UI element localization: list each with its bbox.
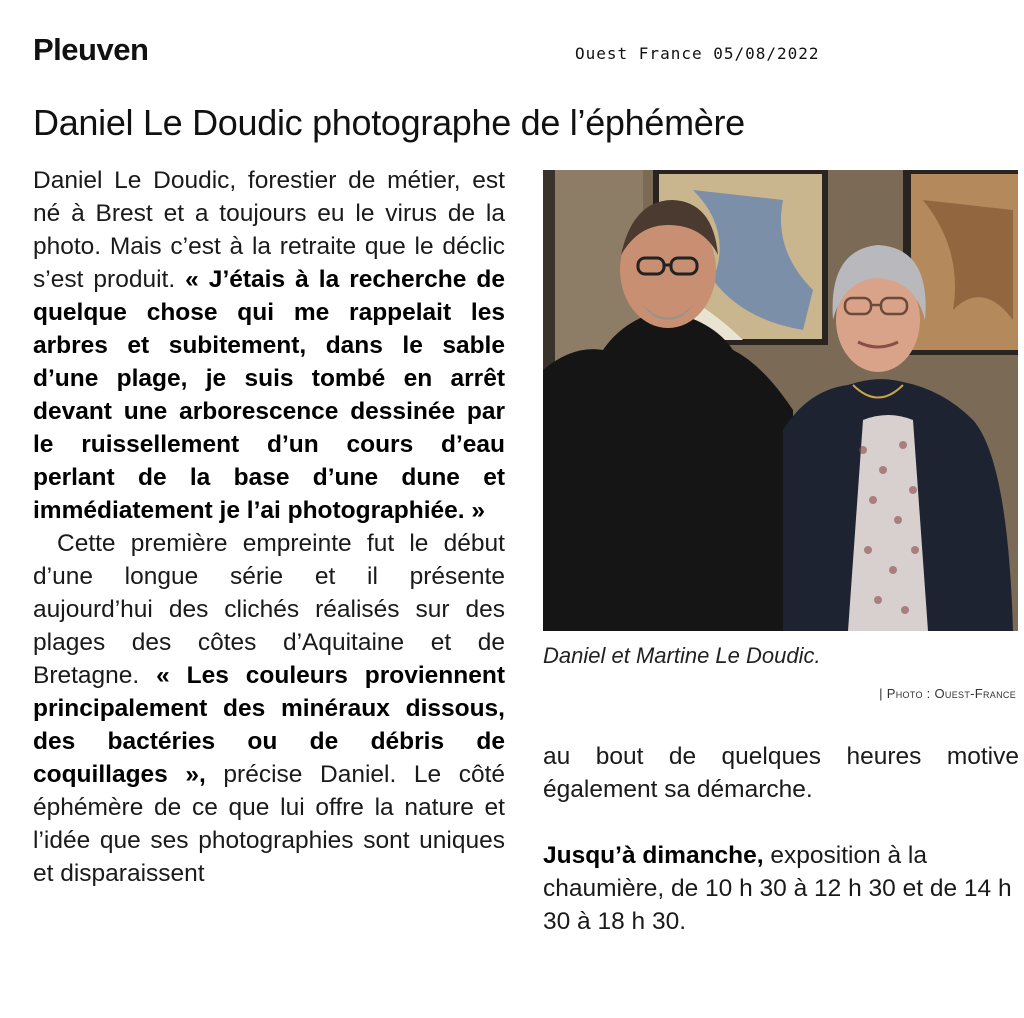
intro-text: Daniel Le Doudic, forestier de métier, est né à Brest et a toujours eu le virus de la photo. Mais c’est à la retraite que le déclic s’est produit.: [33, 167, 505, 293]
article-column-left: [33, 164, 505, 890]
exhibition-label: Jusqu’à dimanche,: [543, 842, 764, 869]
quote-one: « J’étais à la recherche de quelque chose qui me rappelait les arbres et subitement, dans le sable d’une plage, je suis tombé en arrêt devant une arborescence dessinée par le ruissellement d’un cours d’eau perlant de la base d’une dune et immédiatement je l’ai photographiée. »: [33, 266, 505, 524]
couple-photo-illustration: [543, 170, 1018, 631]
series-text: Cette première empreinte fut le début d’une longue série et il présente aujourd’hui des clichés réalisés sur des plages des côtes d’Aquitaine et de Bretagne.: [33, 530, 505, 689]
article-photo: [543, 170, 1018, 631]
headline: Daniel Le Doudic photographe de l’éphémère: [33, 102, 745, 143]
photo-credit: | Photo : Ouest-France: [879, 686, 1016, 701]
article-column-right: [543, 740, 1019, 938]
exhibition-details: exposition à la chaumière, de 10 h 30 à 12 h 30 et de 14 h 30 à 18 h 30.: [543, 842, 1012, 935]
source-date: Ouest France 05/08/2022: [575, 44, 820, 63]
quote-two: « Les couleurs proviennent principalement des minéraux dissous, des bactéries ou de débris de coquillages »,: [33, 662, 505, 788]
paragraph-series: [33, 527, 505, 890]
paragraph-series-continued: au bout de quelques heures motive également sa démarche.: [543, 743, 1019, 803]
locality-title: Pleuven: [33, 32, 149, 67]
series-text-end: précise Daniel. Le côté éphémère de ce que lui offre la nature et l’idée que ses photographies sont uniques et disparaissent: [33, 761, 506, 887]
paragraph-exhibition: [543, 839, 1019, 938]
paragraph-intro: [33, 164, 505, 527]
photo-caption: Daniel et Martine Le Doudic.: [543, 643, 821, 668]
